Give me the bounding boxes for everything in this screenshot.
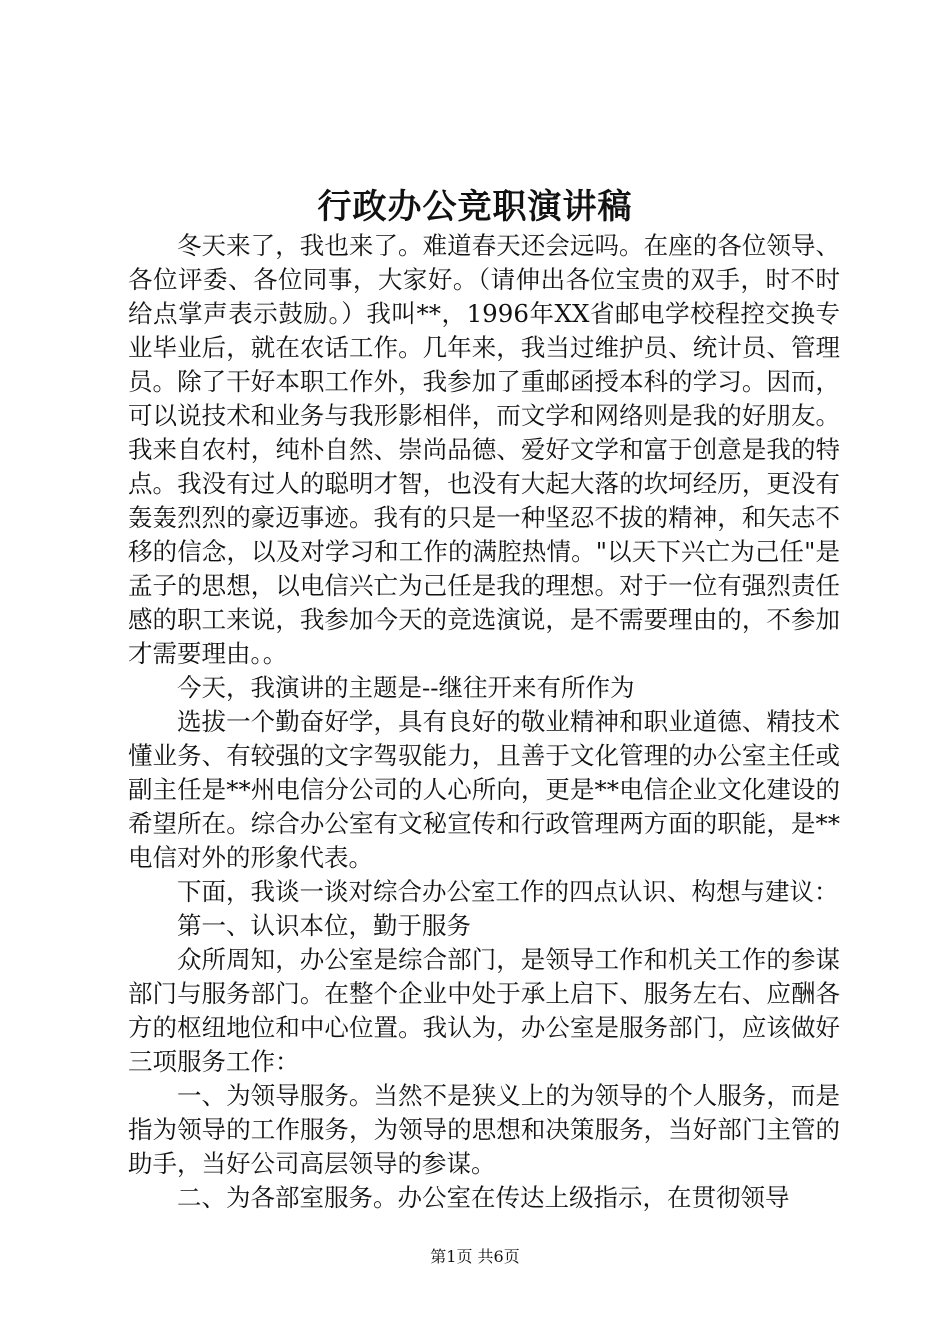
- paragraph: 选拔一个勤奋好学，具有良好的敬业精神和职业道德、精技术懂业务、有较强的文字驾驭能力，且善于文化管理的办公室主任或副主任是**州电信分公司的人心所向，更是**电信企业文化建设的希望所在。综合办公室有文秘宣传和行政管理两方面的职能，是**电信对外的形象代表。: [128, 707, 840, 872]
- paragraph: 今天，我演讲的主题是--继往开来有所作为: [177, 673, 635, 702]
- paragraph: 众所周知，办公室是综合部门，是领导工作和机关工作的参谋部门与服务部门。在整个企业中处于承上启下、服务左右、应酬各方的枢纽地位和中心位置。我认为，办公室是服务部门，应该做好三项服务工作：: [128, 945, 840, 1076]
- document-body: [128, 229, 840, 1215]
- paragraph: 第一、认识本位，勤于服务: [177, 911, 471, 940]
- paragraph: 二、为各部室服务。办公室在传达上级指示，在贯彻领导: [177, 1183, 790, 1212]
- document-title: 行政办公竞职演讲稿: [317, 187, 633, 227]
- paragraph: 冬天来了，我也来了。难道春天还会远吗。在座的各位领导、各位评委、各位同事，大家好。（请伸出各位宝贵的双手，时不时给点掌声表示鼓励。）我叫**，1996年XX省邮电学校程控交换专业毕业后，就在农话工作。几年来，我当过维护员、统计员、管理员。除了干好本职工作外，我参加了重邮函授本科的学习。因而，可以说技术和业务与我形影相伴，而文学和网络则是我的好朋友。我来自农村，纯朴自然、崇尚品德、爱好文学和富于创意是我的特点。我没有过人的聪明才智，也没有大起大落的坎坷经历，更没有轰轰烈烈的豪迈事迹。我有的只是一种坚忍不拔的精神，和矢志不移的信念，以及对学习和工作的满腔热情。"以天下兴亡为己任"是孟子的思想，以电信兴亡为己任是我的理想。对于一位有强烈责任感的职工来说，我参加今天的竞选演说，是不需要理由的，不参加才需要理由。。: [128, 231, 840, 668]
- page-number-footer: 第1页 共6页: [430, 1247, 520, 1266]
- paragraph: 一、为领导服务。当然不是狭义上的为领导的个人服务，而是指为领导的工作服务，为领导的思想和决策服务，当好部门主管的助手，当好公司高层领导的参谋。: [128, 1081, 840, 1178]
- paragraph: 下面，我谈一谈对综合办公室工作的四点认识、构想与建议：: [177, 877, 839, 906]
